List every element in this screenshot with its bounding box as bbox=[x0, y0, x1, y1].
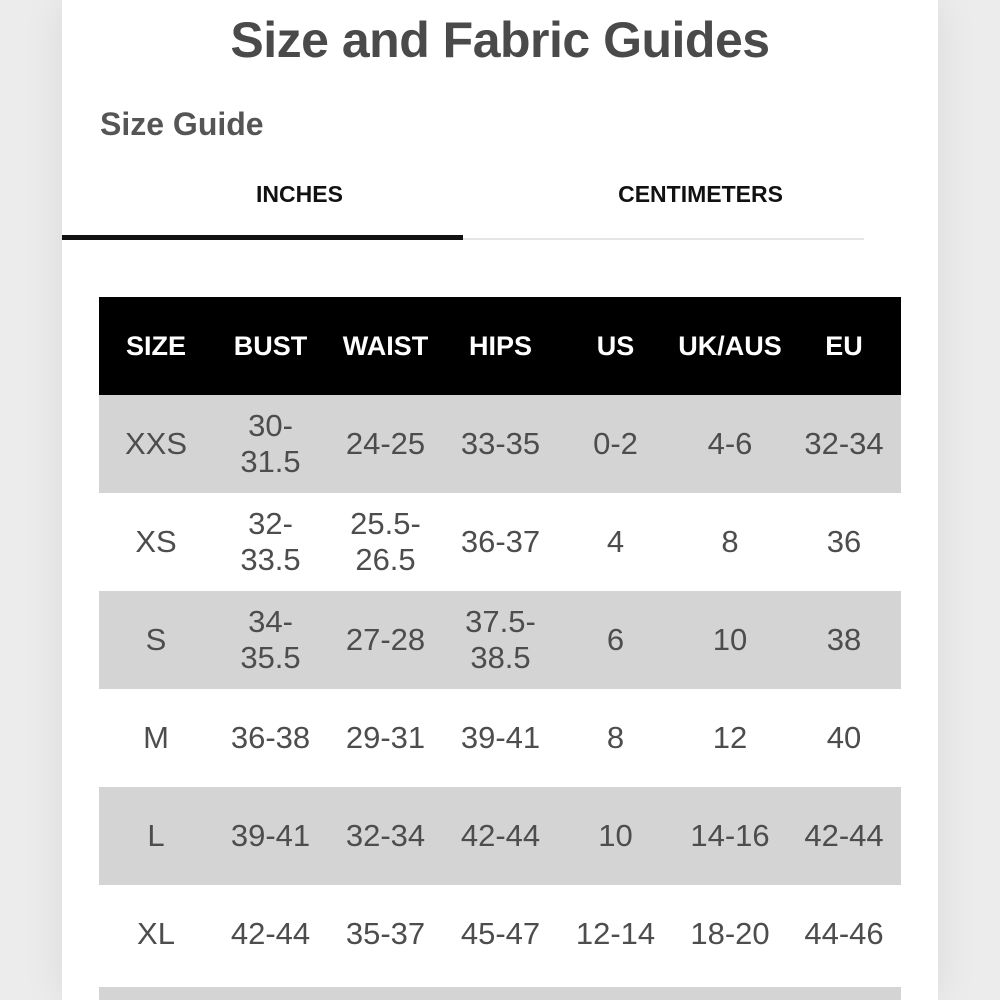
cell-bust: 30- 31.5 bbox=[213, 395, 328, 493]
cell-hips: 37.5- 38.5 bbox=[443, 591, 558, 689]
cell-us: 12-14 bbox=[558, 885, 673, 983]
header-bust: BUST bbox=[213, 297, 328, 395]
table-row bbox=[99, 787, 901, 885]
cell-bust: 39-41 bbox=[213, 787, 328, 885]
cell-hips: 42-44 bbox=[443, 787, 558, 885]
cell-waist: 27-28 bbox=[328, 591, 443, 689]
unit-tabs bbox=[99, 165, 901, 241]
tab-divider bbox=[463, 238, 864, 240]
cell-waist: 32-34 bbox=[328, 787, 443, 885]
cell-waist: 29-31 bbox=[328, 689, 443, 787]
tab-inches[interactable]: INCHES bbox=[256, 181, 343, 207]
table-row-partial bbox=[99, 987, 901, 1000]
header-size: SIZE bbox=[99, 297, 213, 395]
cell-waist: 25.5- 26.5 bbox=[328, 493, 443, 591]
cell-waist: 35-37 bbox=[328, 885, 443, 983]
cell-size: M bbox=[99, 689, 213, 787]
cell-us: 10 bbox=[558, 787, 673, 885]
size-guide-page bbox=[62, 0, 938, 1000]
cell-size: XS bbox=[99, 493, 213, 591]
cell-size: L bbox=[99, 787, 213, 885]
cell-hips: 36-37 bbox=[443, 493, 558, 591]
cell-uk-aus: 14-16 bbox=[673, 787, 787, 885]
cell-bust: 34- 35.5 bbox=[213, 591, 328, 689]
cell-eu: 42-44 bbox=[787, 787, 901, 885]
cell-us: 4 bbox=[558, 493, 673, 591]
header-eu: EU bbox=[787, 297, 901, 395]
cell-size: XXS bbox=[99, 395, 213, 493]
cell-eu: 40 bbox=[787, 689, 901, 787]
cell-uk-aus: 8 bbox=[673, 493, 787, 591]
header-hips: HIPS bbox=[443, 297, 558, 395]
cell-us: 6 bbox=[558, 591, 673, 689]
cell-eu: 38 bbox=[787, 591, 901, 689]
table-row bbox=[99, 493, 901, 591]
header-us: US bbox=[558, 297, 673, 395]
table-row bbox=[99, 885, 901, 983]
table-row bbox=[99, 591, 901, 689]
cell-uk-aus: 4-6 bbox=[673, 395, 787, 493]
cell-bust: 32- 33.5 bbox=[213, 493, 328, 591]
header-waist: WAIST bbox=[328, 297, 443, 395]
cell-us: 8 bbox=[558, 689, 673, 787]
cell-hips: 33-35 bbox=[443, 395, 558, 493]
cell-uk-aus: 12 bbox=[673, 689, 787, 787]
tab-centimeters[interactable]: CENTIMETERS bbox=[618, 181, 783, 207]
section-title-size-guide: Size Guide bbox=[100, 106, 264, 142]
cell-bust: 42-44 bbox=[213, 885, 328, 983]
cell-uk-aus: 10 bbox=[673, 591, 787, 689]
cell-eu: 32-34 bbox=[787, 395, 901, 493]
cell-size: S bbox=[99, 591, 213, 689]
cell-waist: 24-25 bbox=[328, 395, 443, 493]
header-uk-aus: UK/AUS bbox=[673, 297, 787, 395]
page-title: Size and Fabric Guides bbox=[230, 12, 770, 68]
cell-hips: 39-41 bbox=[443, 689, 558, 787]
table-header-row bbox=[99, 297, 901, 395]
active-tab-indicator bbox=[62, 235, 463, 240]
size-table bbox=[99, 297, 901, 983]
cell-eu: 44-46 bbox=[787, 885, 901, 983]
cell-eu: 36 bbox=[787, 493, 901, 591]
cell-us: 0-2 bbox=[558, 395, 673, 493]
table-row bbox=[99, 395, 901, 493]
cell-uk-aus: 18-20 bbox=[673, 885, 787, 983]
cell-hips: 45-47 bbox=[443, 885, 558, 983]
cell-size: XL bbox=[99, 885, 213, 983]
cell-bust: 36-38 bbox=[213, 689, 328, 787]
table-row bbox=[99, 689, 901, 787]
